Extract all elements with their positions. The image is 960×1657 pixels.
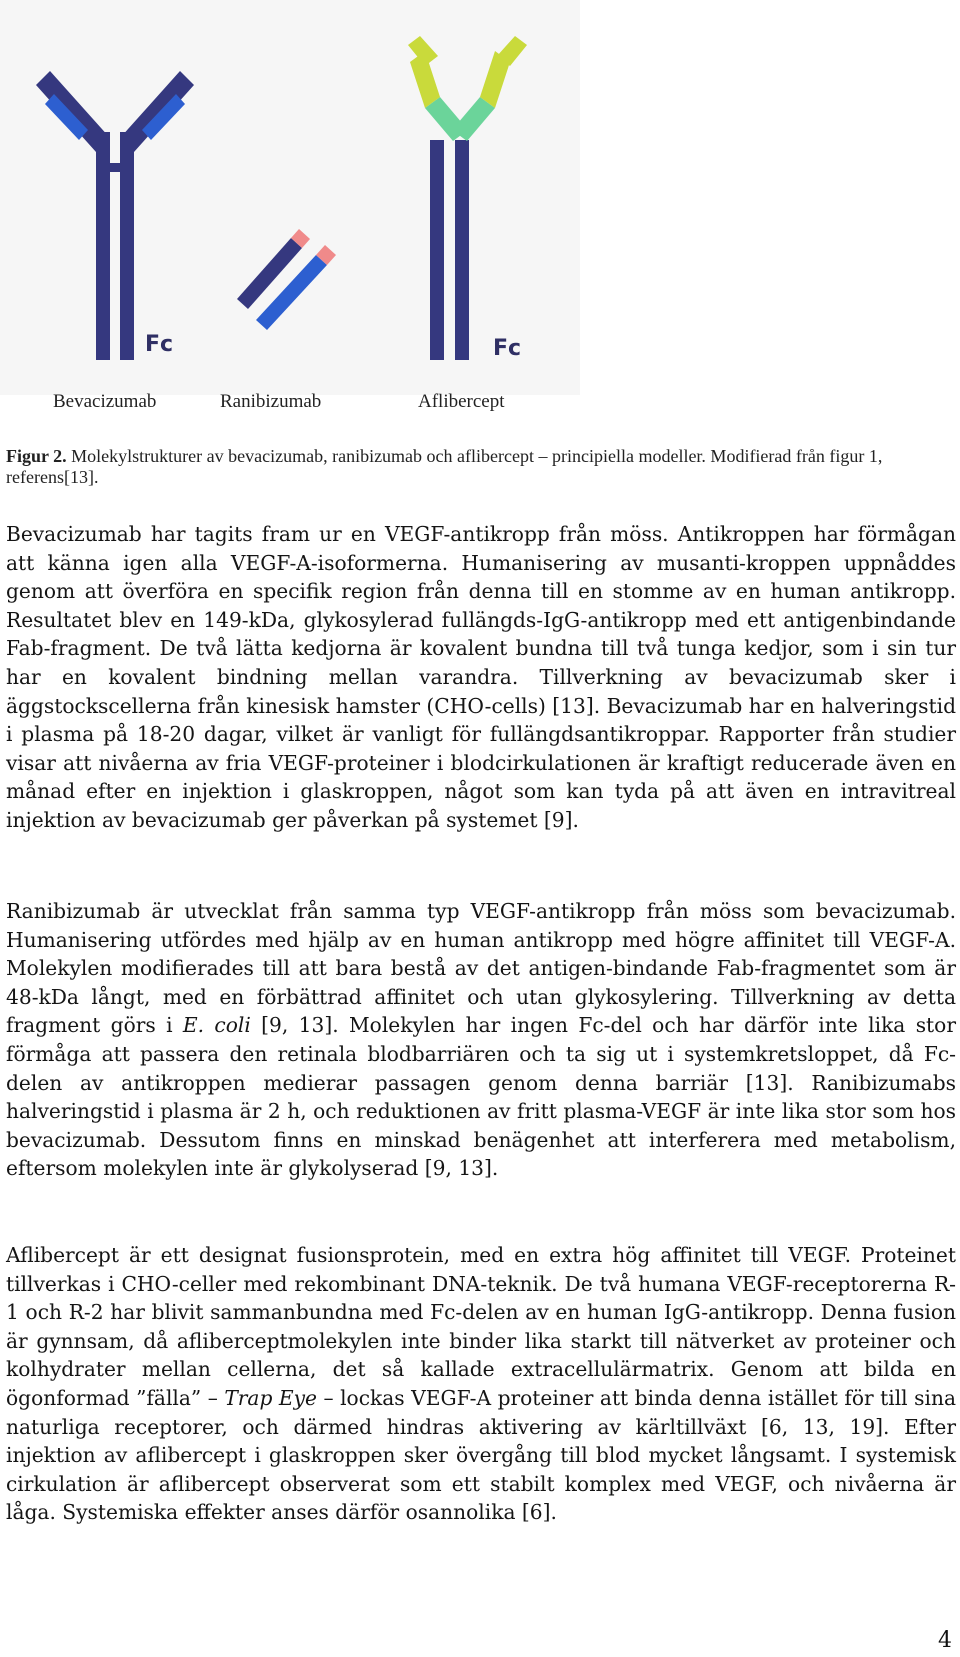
caption-text: Molekylstrukturer av bevacizumab, ranibizumab och aflibercept – principiella modeller. Modifierad från figur 1, referens[13].	[6, 446, 883, 487]
paragraph-ranibizumab	[6, 897, 956, 1183]
paragraph-aflibercept-part-1: Aflibercept är ett designat fusionsprotein, med en extra hög affinitet till VEGF. Proteinet tillverkas i CHO-celler med rekombinant DNA-teknik. De två humana VEGF-receptorerna R-1 och R-2 har blivit sammanbundna med Fc-delen av en human IgG-antikropp. Denna fusion är gynnsam, då afliberceptmolekylen inte binder lika starkt till nätverket av proteiner och kolhydrater mellan cellerna, det så kallade extracellulärmatrix. Genom att bilda en ögonformad ”fälla” –	[6, 1243, 956, 1410]
aflibercept-molecule	[408, 36, 527, 361]
page-number: 4	[938, 1628, 952, 1653]
trap-eye-italic: Trap Eye	[224, 1385, 317, 1410]
fc-left-chain	[430, 140, 444, 360]
fc-label-bevacizumab: Fc	[145, 332, 174, 357]
heavy-chain-right-stem	[120, 132, 134, 360]
paragraph-aflibercept	[6, 1241, 956, 1527]
paragraph-bevacizumab: Bevacizumab har tagits fram ur en VEGF-antikropp från möss. Antikroppen har förmågan att känna igen alla VEGF-A-isoformerna. Humanisering av musanti-kroppen uppnåddes genom att överföra en specifik region från denna till en stomme av en human antikropp. Resultatet blev en 149-kDa, glykosylerad fullängds-IgG-antikropp med ett antigenbindande Fab-fragment. De två lätta kedjorna är kovalent bundna till två tunga kedjor, som i sin tur har en kovalent bindning mellan varandra. Tillverkning av bevacizumab sker i äggstockscellerna från kinesisk hamster (CHO-cells) [13]. Bevacizumab har en halveringstid i plasma på 18-20 dagar, vilket är vanligt för fullängdsantikroppar. Rapporter från studier visar att nivåerna av fria VEGF-proteiner i blodcirkulationen är kraftigt reducerade även en månad efter en injektion i glaskroppen, något som kan tyda på att även en intravitreal injektion av bevacizumab ger påverkan på systemet [9].	[6, 522, 956, 832]
molecule-figure	[0, 0, 580, 395]
paragraph-aflibercept-part-2: – lockas VEGF-A proteiner att binda denna istället för till sina naturliga receptorer, och därmed hindras aktivering av kärltillväxt [6, 13, 19]. Efter injektion av aflibercept i glaskroppen sker övergång till blod mycket långsamt. I systemisk cirkulation är aflibercept observerat som ett stabilt komplex med VEGF, och nivåerna är låga. Systemiska effekter anses därför osannolika [6].	[6, 1385, 956, 1525]
aflibercept-label: Aflibercept	[418, 391, 505, 412]
paragraph-ranibizumab-part-2: [9, 13]. Molekylen har ingen Fc-del och har därför inte lika stor förmåga att passera den retinala blodbarriären och ta sig ut i systemkretsloppet, då Fc-delen av antikroppen medierar passagen genom denna barriär [13]. Ranibizumabs halveringstid i plasma är 2 h, och reduktionen av fritt plasma-VEGF är inte lika stor som hos bevacizumab. Dessutom finns en minskad benägenhet att interferera med metabolism, eftersom molekylen inte är glykolyserad [9, 13].	[6, 1013, 956, 1181]
bevacizumab-label: Bevacizumab	[53, 391, 157, 412]
bevacizumab-molecule	[36, 71, 194, 360]
ecoli-italic: E. coli	[182, 1013, 251, 1038]
molecule-diagram	[0, 0, 580, 395]
ranibizumab-molecule	[237, 229, 336, 330]
caption-prefix: Figur 2.	[6, 446, 67, 466]
paragraph-ranibizumab-part-1: Ranibizumab är utvecklat från samma typ VEGF-antikropp från möss som bevacizumab. Humanisering utfördes med hjälp av en human antikropp med högre affinitet till VEGF-A. Molekylen modifierades till att bara bestå av det antigen-bindande Fab-fragmentet som är 48-kDa långt, med en förbättrad affinitet och utan glykosylering. Tillverkning av detta fragment görs i	[6, 899, 956, 1038]
hinge-bond	[110, 163, 120, 172]
fc-right-chain	[455, 140, 469, 360]
fc-label-aflibercept: Fc	[493, 336, 522, 361]
figure-caption	[6, 446, 906, 488]
ranibizumab-label: Ranibizumab	[220, 391, 322, 412]
heavy-chain-left-stem	[96, 132, 110, 360]
